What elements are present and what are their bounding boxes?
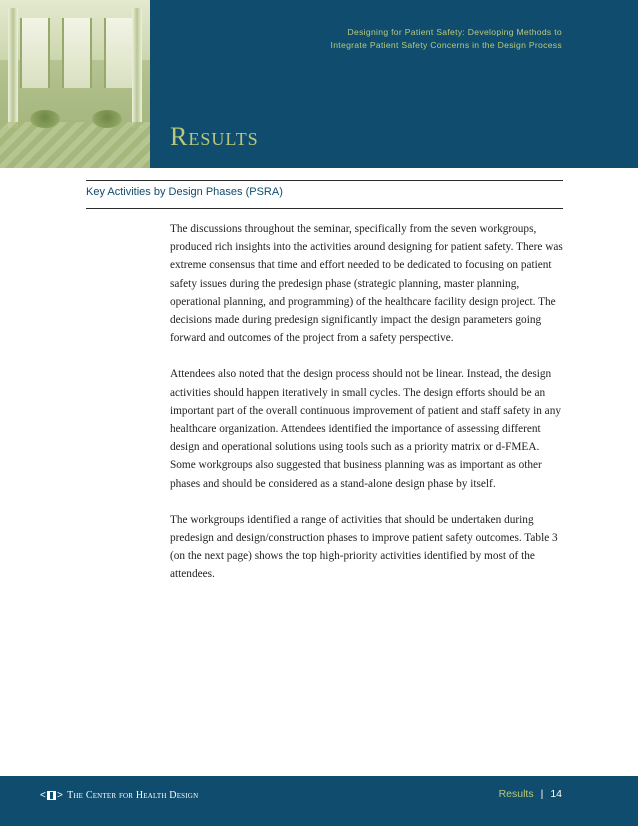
logo-text: The Center for Health Design: [67, 790, 199, 801]
body-text: [170, 220, 566, 602]
document-title: [232, 26, 562, 52]
photo-planter: [30, 110, 60, 128]
logo-mark-icon: < >: [40, 790, 64, 801]
footer-separator: |: [540, 788, 544, 800]
document-title-line-2: Integrate Patient Safety Concerns in the Design Process: [330, 40, 562, 50]
footer-logo: [40, 790, 198, 801]
footer-band: [0, 776, 638, 826]
subheading-rule-top: [86, 180, 563, 181]
photo-window: [104, 18, 134, 88]
photo-window: [20, 18, 50, 88]
subheading: Key Activities by Design Phases (PSRA): [86, 186, 283, 198]
photo-floor: [0, 122, 150, 168]
subheading-rule-bottom: [86, 208, 563, 209]
header-photo: [0, 0, 150, 168]
photo-column: [8, 8, 18, 128]
body-paragraph-2: Attendees also noted that the design process should not be linear. Instead, the design activities should happen iteratively in small cycles. The design efforts should be an important part of the overall continuous improvement of patient and staff safety in any healthcare organization. Attendees identified the importance of assessing different design and operational solutions using tools such as a priority matrix or d-FMEA. Some workgroups also suggested that business planning was as important as other phases and should be considered as a stand-alone design phase by itself.: [170, 368, 561, 490]
body-paragraph-1: The discussions throughout the seminar, specifically from the seven workgroups, produced rich insights into the activities around designing for patient safety. There was extreme consensus that time and effort needed to be dedicated to focusing on patient safety issues during the predesign phase (strategic planning, master planning, operational planning, and programming) of the healthcare facility design project. The decisions made during predesign significantly impact the design parameters going forward and outcomes of the project from a safety perspective.: [170, 223, 563, 345]
document-title-line-1: Designing for Patient Safety: Developing Methods to: [347, 27, 562, 37]
footer-section-label: Results: [498, 788, 534, 800]
page-number: 14: [550, 788, 562, 800]
photo-window: [62, 18, 92, 88]
body-paragraph-3: The workgroups identified a range of activities that should be undertaken during predesign and design/construction phases to improve patient safety outcomes. Table 3 (on the next page) shows the top high-priority activities identified by most of the attendees.: [170, 513, 558, 581]
section-title: Results: [170, 122, 259, 151]
footer-page-info: [499, 788, 562, 800]
photo-column: [132, 8, 142, 128]
photo-planter: [92, 110, 122, 128]
